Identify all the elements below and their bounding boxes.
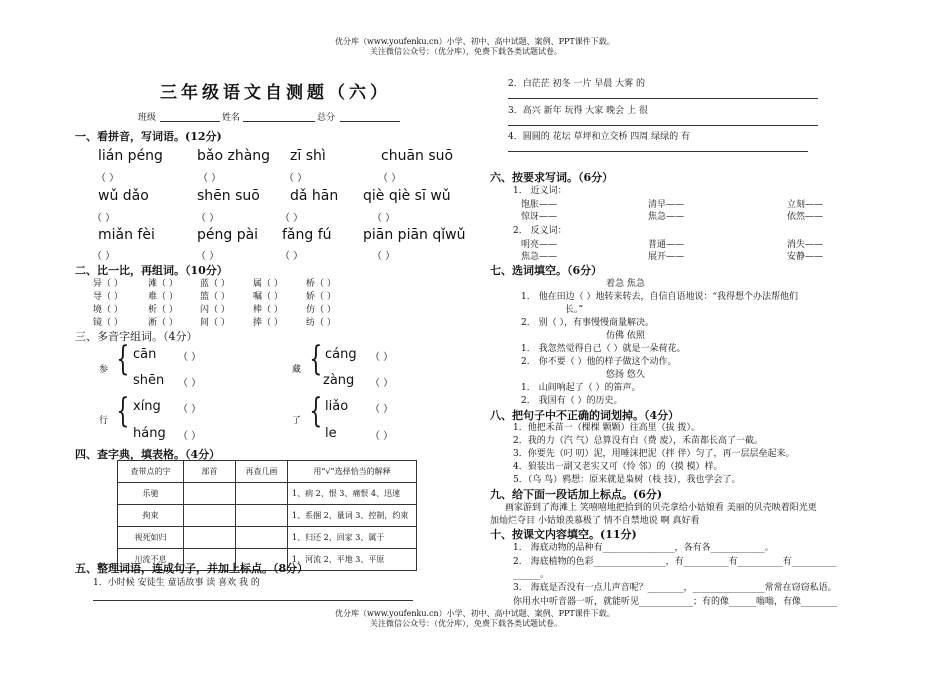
answer-paren[interactable]: （ ） (178, 352, 202, 363)
table-options[interactable]: 1、河流 2、平地 3、平原 (288, 549, 417, 571)
pinyin: dǎ hān (290, 188, 339, 204)
answer-line[interactable] (508, 98, 818, 99)
section-7-heading: 七、选词填空。（6分） (490, 264, 603, 277)
answer-paren[interactable]: （ ） (178, 431, 202, 442)
fill-blank-line[interactable]: 你用水中听音器一听，就能听见____________；有的像______嗡嗡，有像________ (513, 597, 838, 607)
correction-item[interactable]: 1．他把禾苗一（棵棵 颗颗）往高里（拔 拨）。 (513, 423, 700, 433)
correction-item[interactable]: 3．你要先（叼 叨）泥，用唾沫把泥（拌 伴）匀了，再一层层垒起来。 (513, 449, 795, 459)
table-row (118, 483, 417, 505)
word-prompt[interactable]: 饱胀—— (521, 200, 558, 210)
page-title: 三年级语文自测题（六） (160, 83, 391, 103)
table-word: 视死如归 (118, 527, 184, 549)
answer-paren[interactable]: （ ） (370, 378, 394, 389)
word-prompt[interactable]: 明亮—— (521, 240, 558, 250)
word-prompt[interactable]: 安静—— (787, 252, 824, 262)
compare-item[interactable]: 滩（ ） (148, 279, 178, 289)
punctuation-text[interactable]: 加灿烂夺目 小姑娘羡慕极了 情不自禁地说 啊 真好看 (490, 516, 700, 526)
table-options[interactable]: 1、归还 2、回家 3、属于 (288, 527, 417, 549)
answer-paren[interactable]: （ ） (92, 213, 116, 224)
subheading: 2． 反义词： (513, 226, 567, 236)
reading: cáng (325, 347, 357, 362)
word-prompt[interactable]: 立刻—— (787, 200, 824, 210)
table-word: 乐驰 (118, 483, 184, 505)
fill-sentence[interactable]: 1． 我忽然觉得自己（ ）就是一朵荷花。 (521, 344, 686, 354)
pinyin: piān piān qǐwǔ (363, 227, 466, 243)
answer-paren[interactable]: （ ） (280, 213, 304, 224)
compare-item[interactable]: 导（ ） (93, 292, 123, 302)
class-blank[interactable] (160, 121, 220, 122)
compare-item[interactable]: 棒（ ） (253, 305, 283, 315)
brace: { (116, 391, 130, 431)
pinyin: fǎng fú (282, 227, 332, 243)
reading: cān (133, 347, 157, 362)
table-blank[interactable] (184, 483, 236, 505)
fill-sentence[interactable]: 1． 他在田边（ ）地转来转去，自信自语地说：“我得想个办法帮他们 (521, 292, 799, 302)
polyphone-char: 行 (99, 416, 109, 426)
answer-paren[interactable]: （ ） (370, 404, 394, 415)
sentence-item: 3．高兴 新年 玩得 大家 晚会 上 很 (508, 106, 648, 116)
table-header: 再查几画 (236, 461, 288, 483)
compare-item[interactable]: 属（ ） (253, 279, 283, 289)
sentence-item: 1．小时候 安徒生 童话故事 读 喜欢 我 的 (93, 578, 260, 588)
table-blank[interactable] (236, 483, 288, 505)
table-header-row (118, 461, 417, 483)
fill-sentence[interactable]: 2． 我国有（ ）的历史。 (521, 396, 623, 406)
compare-item[interactable]: 桥（ ） (306, 279, 336, 289)
score-blank[interactable] (340, 121, 400, 122)
compare-item[interactable]: 嘱（ ） (253, 292, 283, 302)
table-blank[interactable] (236, 527, 288, 549)
compare-item[interactable]: 难（ ） (148, 292, 178, 302)
compare-item[interactable]: 闪（ ） (200, 305, 230, 315)
compare-item[interactable]: 捧（ ） (253, 318, 283, 328)
table-blank[interactable] (184, 527, 236, 549)
name-blank[interactable] (243, 121, 315, 122)
compare-item[interactable]: 异（ ） (93, 279, 123, 289)
answer-line[interactable] (508, 151, 808, 152)
compare-item[interactable]: 镜（ ） (93, 318, 123, 328)
section-4-heading: 四、查字典，填表格。（4分） (75, 448, 221, 461)
section-2-heading: 二、比一比，再组词。（10分） (75, 264, 228, 277)
table-blank[interactable] (184, 505, 236, 527)
section-8-heading: 八、把句子中不正确的词划掉。（4分） (490, 409, 680, 422)
answer-line[interactable] (508, 125, 818, 126)
info-name-label: 姓名 (222, 113, 241, 123)
brace: { (116, 339, 130, 379)
info-score-label: 总分 (317, 113, 336, 123)
table-row (118, 505, 417, 527)
answer-paren[interactable]: （ ） (178, 378, 202, 389)
word-prompt[interactable]: 展开—— (648, 252, 685, 262)
sentence-item: 2．白茫茫 初冬 一片 早晨 大雾 的 (508, 79, 646, 89)
word-choice: 悠扬 悠久 (606, 370, 645, 380)
section-10-heading: 十、按课文内容填空。(11分) (490, 528, 637, 541)
section-3-heading: 三、多音字组词。（4分） (75, 330, 198, 343)
reading: shēn (133, 373, 165, 388)
pinyin: péng pài (197, 227, 259, 243)
table-word: 川流不息 (118, 549, 184, 571)
compare-item[interactable]: 析（ ） (148, 305, 178, 315)
compare-item[interactable]: 间（ ） (200, 318, 230, 328)
answer-paren[interactable]: （ ） (370, 431, 394, 442)
table-header: 用“√”选择恰当的解释 (288, 461, 417, 483)
table-header: 查带点的字 (118, 461, 184, 483)
answer-paren[interactable]: （ ） (196, 213, 220, 224)
table-options[interactable]: 1、系捆 2、量词 3、控制，约束 (288, 505, 417, 527)
pinyin: bǎo zhàng (197, 148, 271, 164)
word-prompt[interactable]: 消失—— (787, 240, 824, 250)
fill-sentence[interactable]: 1． 山间响起了（ ）的笛声。 (521, 383, 641, 393)
fill-blank-line[interactable]: 2． 海底植物的色彩________________，有__________有__________有__________ (513, 557, 837, 567)
pinyin: wǔ dǎo (98, 188, 149, 204)
compare-item[interactable]: 蓝（ ） (200, 279, 230, 289)
correction-item[interactable]: 2．我的力（汽 气）总算没有白（费 废），禾苗都长高了一截。 (513, 436, 763, 446)
word-prompt[interactable]: 焦急—— (521, 252, 558, 262)
compare-item[interactable]: 淅（ ） (148, 318, 178, 328)
polyphone-char: 参 (99, 365, 109, 375)
correction-item[interactable]: 5．（乌 鸟）鸦想：原来就是枭树（枝 技），我也学会了。 (513, 475, 741, 485)
table-header: 部首 (184, 461, 236, 483)
footer-line-2-top: 关注微信公众号：（优分库），免费下载各类试题试卷。 (370, 47, 562, 56)
word-choice: 仿佛 依照 (606, 331, 645, 341)
pinyin: miǎn fèi (98, 227, 155, 243)
fill-sentence[interactable]: 2． 别（ ），有事慢慢商量解决。 (521, 318, 654, 328)
fill-sentence[interactable]: 2． 你不要（ ）他的样子做这个动作。 (521, 357, 677, 367)
answer-paren[interactable]: （ ） (378, 173, 402, 184)
answer-paren[interactable]: （ ） (280, 251, 304, 262)
sentence-item: 4．圆圆的 花坛 草坪和立交桥 四周 绿绿的 有 (508, 132, 691, 142)
answer-paren[interactable]: （ ） (96, 173, 120, 184)
answer-paren[interactable]: （ ） (196, 251, 220, 262)
word-prompt[interactable]: 焦急—— (648, 212, 685, 222)
footer-line-1-bottom: 优分库（www.youfenku.cn）小学、初中、高中试题、案例、PPT课件下载。 (335, 609, 615, 618)
table-word: 拘束 (118, 505, 184, 527)
answer-paren[interactable]: （ ） (372, 251, 396, 262)
info-class-label: 班级 (138, 113, 157, 123)
reading: le (325, 426, 337, 441)
compare-item[interactable]: 纺（ ） (306, 318, 336, 328)
section-5-heading: 五、整理词语，连成句子，并加上标点。（8分） (75, 562, 309, 575)
word-prompt[interactable]: 惊讶—— (521, 212, 558, 222)
pinyin: shēn suō (197, 188, 260, 204)
dictionary-table (117, 460, 417, 571)
footer-line-2-bottom: 关注微信公众号：（优分库），免费下载各类试题试卷。 (370, 619, 562, 628)
fill-blank-line[interactable]: ______。 (513, 570, 550, 580)
brace: { (309, 339, 323, 379)
footer-line-1-top: 优分库（www.youfenku.cn）小学、初中、高中试题、案例、PPT课件下载。 (335, 37, 615, 46)
table-blank[interactable] (236, 505, 288, 527)
fill-blank-line[interactable]: 3． 海底是否没有一点儿声音呢？________，________________常常在窃窃私语。 (513, 583, 837, 593)
pinyin: zī shì (290, 148, 326, 164)
word-prompt[interactable]: 普通—— (648, 240, 685, 250)
subheading: 1． 近义词： (513, 186, 567, 196)
brace: { (309, 391, 323, 431)
section-6-heading: 六、按要求写词。（6分） (490, 171, 614, 184)
compare-item[interactable]: 仿（ ） (306, 305, 336, 315)
compare-item[interactable]: 篮（ ） (200, 292, 230, 302)
section-1-heading: 一、看拼音，写词语。(12分) (75, 130, 222, 143)
reading: liǎo (325, 399, 349, 414)
answer-paren[interactable]: （ ） (284, 173, 308, 184)
compare-item[interactable]: 娇（ ） (306, 292, 336, 302)
fill-sentence: 长。” (565, 305, 584, 315)
section-9-heading: 九、给下面一段话加上标点。(6分) (490, 488, 663, 501)
fill-blank-line[interactable]: 1． 海底动物的品种有________________，各有各____________。 (513, 543, 774, 553)
answer-paren[interactable]: （ ） (198, 173, 222, 184)
word-prompt[interactable]: 清早—— (648, 200, 685, 210)
reading: xíng (133, 399, 161, 414)
reading: zàng (323, 373, 355, 388)
answer-line[interactable] (93, 600, 413, 601)
word-prompt[interactable]: 依然—— (787, 212, 824, 222)
polyphone-char: 了 (292, 416, 302, 426)
table-row (118, 527, 417, 549)
compare-item[interactable]: 境（ ） (93, 305, 123, 315)
polyphone-char: 藏 (292, 365, 302, 375)
table-options[interactable]: 1、病 2、恨 3、痛恨 4、迅速 (288, 483, 417, 505)
answer-paren[interactable]: （ ） (372, 213, 396, 224)
correction-item[interactable]: 4．狼装出一副又老实又可（怜 邻）的（摸 模）样。 (513, 462, 723, 472)
pinyin: chuān suō (381, 148, 454, 164)
punctuation-text[interactable]: 画家游到了海滩上 笑嘻嘻地把拾到的贝壳拿给小姑娘看 美丽的贝壳映着阳光更 (505, 503, 817, 513)
answer-paren[interactable]: （ ） (92, 251, 116, 262)
answer-paren[interactable]: （ ） (370, 352, 394, 363)
reading: háng (133, 426, 166, 441)
pinyin: lián péng (98, 148, 163, 164)
answer-paren[interactable]: （ ） (178, 404, 202, 415)
word-choice: 着急 焦急 (606, 279, 645, 289)
pinyin: qiè qiè sī wǔ (363, 188, 451, 204)
